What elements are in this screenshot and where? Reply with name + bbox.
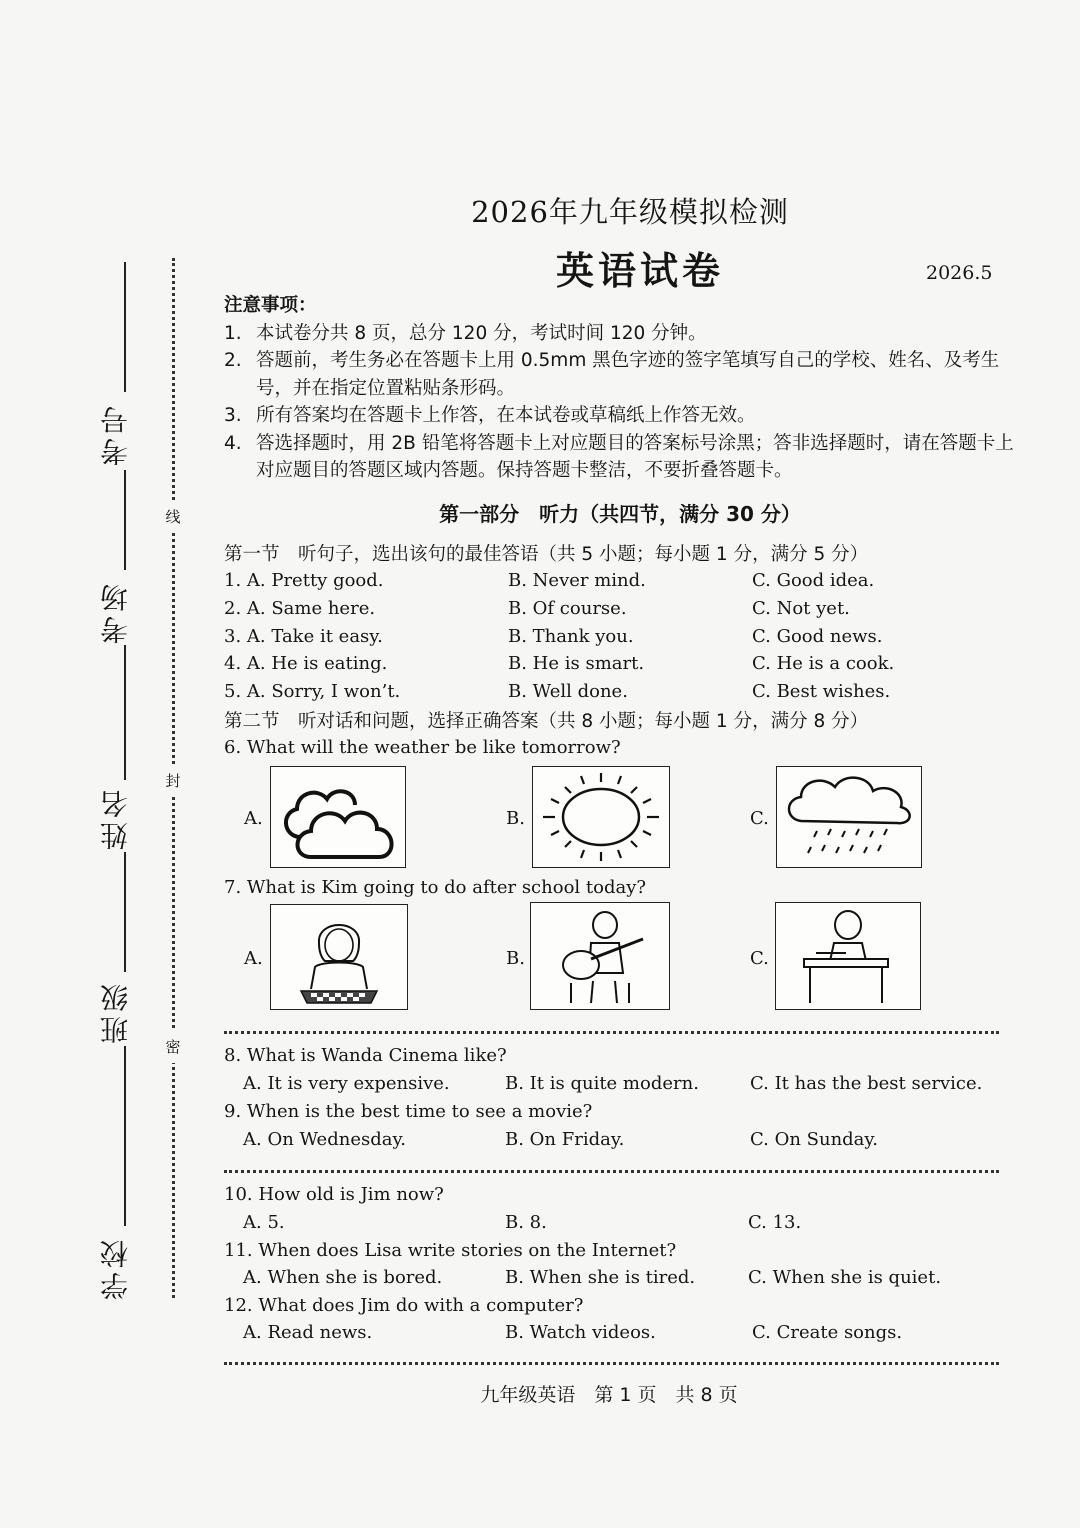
note-text: 答题前，考生务必在答题卡上用 0.5mm 黑色字迹的签字笔填写自己的学校、姓名、及考生号，并在指定位置粘贴条形码。 [256,350,1000,399]
picture-label-b: B. [506,948,525,969]
picture-label-b: B. [506,808,525,829]
option-c: C. On Sunday. [750,1129,878,1150]
option-a: 1. A. Pretty good. [224,570,384,591]
note-item [224,347,1026,402]
rain-cloud-icon [777,767,921,867]
option-b: B. 8. [505,1212,547,1233]
section-divider [224,1362,999,1365]
note-number: 3. [224,405,242,426]
picture-chess [270,904,408,1010]
page-footer: 九年级英语 第 1 页 共 8 页 [480,1384,738,1406]
question-12-options [224,1322,1014,1348]
option-b: B. Of course. [508,598,627,619]
option-a: A. On Wednesday. [243,1129,406,1150]
option-b: B. Well done. [508,681,628,702]
question-6: 6. What will the weather be like tomorrow? [224,737,621,758]
note-item [224,430,1026,485]
option-c: C. 13. [748,1212,802,1233]
note-text: 所有答案均在答题卡上作答，在本试卷或草稿纸上作答无效。 [256,405,756,426]
part-heading: 第一部分 听力（共四节，满分 30 分） [439,502,801,526]
option-c: C. Create songs. [752,1322,903,1343]
picture-cloudy [270,766,406,868]
picture-sunny [532,766,670,868]
option-a: 5. A. Sorry, I won’t. [224,681,401,702]
girl-writing-at-desk-icon [776,903,920,1009]
option-a: A. 5. [243,1212,285,1233]
section-heading: 第二节 听对话和问题，选择正确答案（共 8 小题；每小题 1 分，满分 8 分） [224,711,869,732]
question-row [224,570,1014,596]
section-divider [224,1170,999,1173]
question-10: 10. How old is Jim now? [224,1184,444,1205]
option-c: C. He is a cook. [752,653,895,674]
school-label: 学校 [99,1236,132,1300]
option-b: B. Never mind. [508,570,646,591]
section-heading: 第一节 听句子，选出该句的最佳答语（共 5 小题；每小题 1 分，满分 5 分） [224,544,869,565]
note-number: 1. [224,322,242,344]
notes-heading: 注意事项： [224,295,317,316]
name-label: 姓名 [99,786,132,850]
option-b: B. On Friday. [505,1129,625,1150]
option-c: C. Good news. [752,626,883,647]
question-9-options [224,1129,1014,1155]
school-line [124,1046,126,1226]
note-item [224,402,1024,430]
option-c: C. Best wishes. [752,681,891,702]
option-a: A. Read news. [243,1322,373,1343]
note-text: 答选择题时，用 2B 铅笔将答题卡上对应题目的答案标号涂黑；答非选择题时，请在答题卡上对应题目的答题区域内答题。保持答题卡整洁，不要折叠答题卡。 [256,432,1014,481]
option-b: B. Watch videos. [505,1322,656,1343]
option-b: B. Thank you. [508,626,634,647]
option-a: 3. A. Take it easy. [224,626,383,647]
girl-playing-chess-icon [271,905,407,1009]
picture-writing [775,902,921,1010]
option-a: A. When she is bored. [243,1267,443,1288]
question-8-options [224,1073,1014,1099]
picture-label-c: C. [750,808,769,829]
girl-playing-guitar-icon [531,903,669,1009]
question-row [224,598,1014,624]
picture-label-c: C. [750,948,769,969]
option-b: B. It is quite modern. [505,1073,699,1094]
note-text: 本试卷分共 8 页，总分 120 分，考试时间 120 分钟。 [256,322,707,344]
section-divider [224,1031,999,1034]
question-row [224,681,1014,707]
option-b: B. When she is tired. [505,1267,696,1288]
question-row [224,653,1014,679]
option-a: A. It is very expensive. [243,1073,450,1094]
picture-guitar [530,902,670,1010]
question-12: 12. What does Jim do with a computer? [224,1295,584,1316]
exam-title: 2026年九年级模拟检测 [471,195,789,229]
name-line [124,645,126,780]
question-row [224,626,1014,652]
question-11-options [224,1267,1014,1293]
option-c: C. Good idea. [752,570,875,591]
option-a: 2. A. Same here. [224,598,376,619]
option-b: B. He is smart. [508,653,645,674]
cloudy-icon [271,767,405,867]
exam-room-label: 考场 [99,580,132,644]
question-10-options [224,1212,1014,1238]
picture-rainy [776,766,922,868]
class-label: 班级 [99,980,132,1044]
question-8: 8. What is Wanda Cinema like? [224,1045,507,1066]
question-11: 11. When does Lisa write stories on the Internet? [224,1240,677,1261]
notes-block [224,292,1024,485]
question-7: 7. What is Kim going to do after school today? [224,877,647,898]
class-line [124,852,126,972]
option-c: C. Not yet. [752,598,850,619]
note-item [224,320,1024,348]
note-number: 4. [224,432,242,454]
option-c: C. It has the best service. [750,1073,983,1094]
picture-label-a: A. [244,808,263,829]
seal-char-line: 线 [160,500,186,533]
exam-subtitle: 英语试卷 [555,249,724,293]
option-a: 4. A. He is eating. [224,653,388,674]
exam-number-label: 考号 [99,402,132,466]
seal-char-seal: 封 [160,764,186,797]
sun-icon [533,767,669,867]
option-c: C. When she is quiet. [748,1267,942,1288]
exam-date: 2026.5 [926,262,993,284]
question-9: 9. When is the best time to see a movie? [224,1101,593,1122]
note-number: 2. [224,350,242,371]
picture-label-a: A. [244,948,263,969]
seal-char-secret: 密 [160,1030,186,1063]
